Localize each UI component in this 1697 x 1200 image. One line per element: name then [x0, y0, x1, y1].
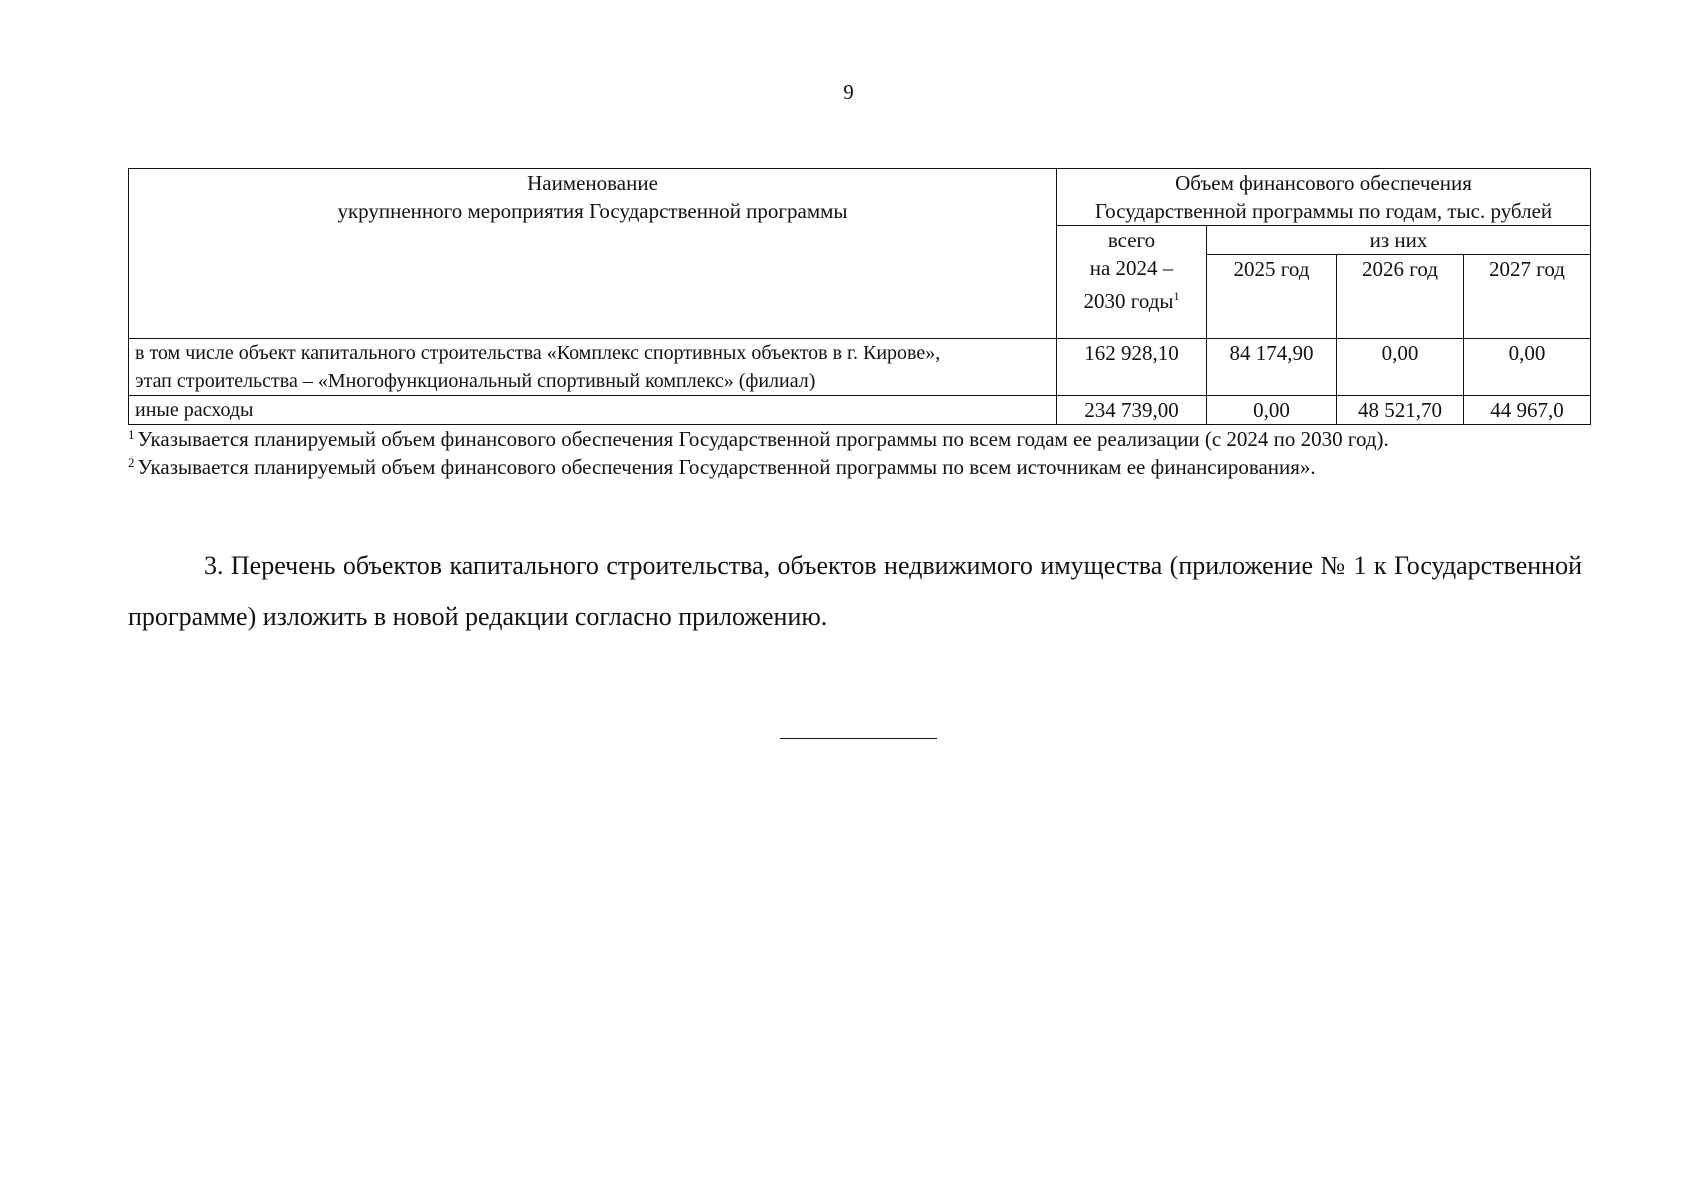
row-2025: 84 174,90 [1207, 339, 1337, 396]
footnote-2 [128, 455, 1316, 480]
row-2026: 0,00 [1337, 339, 1464, 396]
amendment-paragraph: 3. Перечень объектов капитального строительства, объектов недвижимого имущества (приложение № 1 к Государственной программе) изложить в новой редакции согласно приложению. [128, 551, 1582, 631]
footnote-2-mark: 2 [128, 455, 135, 470]
header-year-2026: 2026 год [1337, 255, 1464, 339]
header-total-sup: 1 [1173, 289, 1180, 303]
row-2026: 48 521,70 [1337, 396, 1464, 425]
header-name-line2: укрупненного мероприятия Государственной программы [337, 199, 848, 223]
table-row [129, 339, 1591, 396]
page-number: 9 [843, 80, 854, 104]
footnote-2-text: Указывается планируемый объем финансового обеспечения Государственной программы по всем источникам ее финансирования». [137, 455, 1316, 479]
header-name-cell [129, 169, 1057, 339]
row-name-cell: иные расходы [129, 396, 1057, 425]
header-total-line3 [1063, 282, 1200, 315]
end-divider [780, 738, 937, 739]
footnote-1-text: Указывается планируемый объем финансового обеспечения Государственной программы по всем годам ее реализации (с 2024 по 2030 год). [137, 427, 1389, 451]
header-row-1 [129, 169, 1591, 226]
financing-table [128, 168, 1591, 425]
header-volume-line2: Государственной программы по годам, тыс. рублей [1094, 199, 1553, 223]
row-2027: 44 967,0 [1464, 396, 1591, 425]
header-name-line1: Наименование [527, 171, 658, 195]
row-total: 234 739,00 [1057, 396, 1207, 425]
header-volume-line1: Объем финансового обеспечения [1175, 171, 1472, 195]
row-2025: 0,00 [1207, 396, 1337, 425]
header-total-text: 2030 годы [1083, 289, 1174, 313]
header-year-2027: 2027 год [1464, 255, 1591, 339]
header-volume-cell [1057, 169, 1591, 226]
header-total-line1: всего [1107, 228, 1156, 252]
row-2027: 0,00 [1464, 339, 1591, 396]
table-row [129, 396, 1591, 425]
row-name-cell [129, 339, 1057, 396]
header-year-2025: 2025 год [1207, 255, 1337, 339]
footnote-1 [128, 427, 1389, 452]
row-total: 162 928,10 [1057, 339, 1207, 396]
row-name-line1: в том числе объект капитального строительства «Комплекс спортивных объектов в г. Кирове», [135, 342, 941, 364]
row-name-line2: этап строительства – «Многофункциональный спортивный комплекс» (филиал) [135, 370, 816, 392]
header-of-which: из них [1207, 226, 1591, 255]
header-total-cell [1057, 226, 1207, 339]
footnote-1-mark: 1 [128, 427, 135, 442]
header-total-line2: на 2024 – [1089, 256, 1174, 280]
